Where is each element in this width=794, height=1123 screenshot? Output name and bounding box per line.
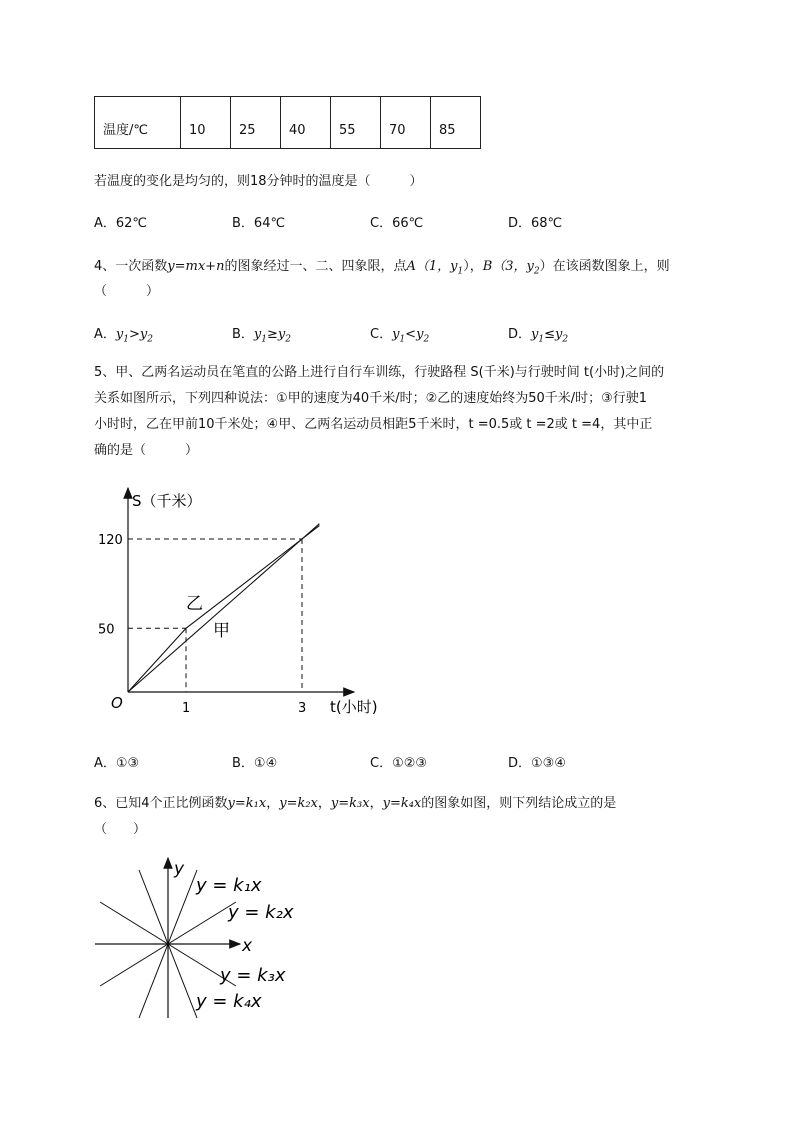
option-rhs-sub: 2 <box>423 334 430 345</box>
q4-point-b: B（3，y <box>482 259 534 274</box>
option-label: C． <box>370 327 393 342</box>
fig-label-k3: y = k₃x <box>220 965 286 986</box>
option-rhs-sub: 2 <box>562 334 569 345</box>
q3-option-a: A．62℃ <box>94 216 148 231</box>
option-relation: ≤ <box>544 327 556 342</box>
q4-option-a <box>94 323 153 345</box>
fig-y-label: y <box>174 859 185 879</box>
series-label-jia: 甲 <box>213 621 230 641</box>
option-lhs-sub: 1 <box>399 334 406 345</box>
q3-stem: 若温度的变化是均匀的，则18分钟时的温度是（ ） <box>94 174 423 189</box>
table-cell: 10 <box>181 97 231 149</box>
origin-label: O <box>111 694 123 712</box>
table-cell: 40 <box>281 97 331 149</box>
q6-func-2: y=k₂x <box>279 796 318 811</box>
q3-option-c: C．66℃ <box>370 216 424 231</box>
q3-option-b: B．64℃ <box>232 216 286 231</box>
q6-func-1: y=k₁x <box>227 796 267 811</box>
distance-time-chart <box>0 470 794 730</box>
proportional-functions-figure <box>0 850 794 1020</box>
table-header-cell: 温度/℃ <box>95 97 181 149</box>
q6-func-3: y=k₃x <box>330 796 370 811</box>
series-line-jia <box>128 524 319 692</box>
q5-option-a: A．①③ <box>94 756 140 771</box>
q6-paren: （ ） <box>94 822 147 837</box>
table-cell: 55 <box>331 97 381 149</box>
q5-option-b: B．①④ <box>232 756 278 771</box>
q6-func-4: y=k₄x <box>382 796 422 811</box>
q4-stem-pre: 4、一次函数 <box>94 259 168 274</box>
q6-stem <box>94 792 616 811</box>
option-lhs: y <box>115 327 124 342</box>
fig-label-k4: y = k₄x <box>196 991 262 1012</box>
q4-point-a-end: ）， <box>463 259 483 274</box>
option-label: B． <box>232 327 254 342</box>
q4-paren: （ ） <box>94 284 160 299</box>
option-relation: ≥ <box>267 327 278 342</box>
option-rhs-sub: 2 <box>285 334 292 345</box>
table-cell: 85 <box>431 97 481 149</box>
fig-label-k1: y = k₁x <box>196 875 262 896</box>
q4-stem <box>94 255 670 277</box>
option-lhs: y <box>253 327 262 342</box>
q4-point-a-sub: 1 <box>457 266 464 277</box>
q4-option-d <box>508 323 568 345</box>
table-row <box>95 97 481 149</box>
option-lhs-sub: 1 <box>538 334 545 345</box>
option-rhs: y <box>416 327 424 342</box>
y-axis-label: S（千米） <box>132 492 202 510</box>
q5-line-2: 关系如图所示，下列四种说法：①甲的速度为40千米/时；②乙的速度始终为50千米/时；③行驶1 <box>94 391 648 406</box>
option-rhs-sub: 2 <box>147 334 153 345</box>
q4-point-a: A（1，y <box>406 259 458 274</box>
q4-stem-mid: 的图象经过一、二、四象限，点 <box>224 259 407 274</box>
option-lhs: y <box>531 327 539 342</box>
option-relation: < <box>405 327 417 342</box>
q5-option-c: C．①②③ <box>370 756 428 771</box>
q6-sep: ， <box>369 796 383 811</box>
q4-function: y=mx+n <box>167 259 225 274</box>
fig-x-label: x <box>242 936 253 956</box>
q6-sep: ， <box>317 796 331 811</box>
q4-option-b <box>232 323 291 345</box>
option-lhs-sub: 1 <box>261 334 268 345</box>
x-tick-label: 3 <box>298 701 307 716</box>
q6-stem-pre: 6、已知4个正比例函数 <box>94 796 228 811</box>
q6-sep: ， <box>266 796 280 811</box>
option-label: D． <box>508 327 532 342</box>
y-tick-label: 120 <box>98 533 123 548</box>
q5-option-d: D．①③④ <box>508 756 566 771</box>
option-rhs: y <box>139 327 148 342</box>
y-tick-label: 50 <box>98 622 115 638</box>
x-tick-label: 1 <box>182 701 191 716</box>
series-label-yi: 乙 <box>186 594 203 614</box>
fig-label-k2: y = k₂x <box>228 902 294 923</box>
q3-option-d: D．68℃ <box>508 216 563 231</box>
q4-point-b-sub: 2 <box>533 266 540 277</box>
table-cell: 70 <box>381 97 431 149</box>
q4-point-b-end: ）在该函数图象上，则 <box>539 259 670 274</box>
table-cell: 25 <box>231 97 281 149</box>
q4-option-c <box>370 323 429 345</box>
option-relation: > <box>129 327 140 342</box>
option-label: A． <box>94 327 116 342</box>
q5-line-3: 小时时，乙在甲前10千米处；④甲、乙两名运动员相距5千米时，t =0.5或 t =2或 t =4，其中正 <box>94 417 653 432</box>
option-rhs: y <box>277 327 286 342</box>
q5-line-1: 5、甲、乙两名运动员在笔直的公路上进行自行车训练，行驶路程 S(千米)与行驶时间 t(小时)之间的 <box>94 365 665 380</box>
option-lhs-sub: 1 <box>123 334 129 345</box>
q6-stem-post: 的图象如图，则下列结论成立的是 <box>421 796 617 811</box>
temperature-table <box>94 96 481 149</box>
x-axis-label: t(小时) <box>330 698 378 716</box>
option-rhs: y <box>555 327 563 342</box>
option-lhs: y <box>392 327 400 342</box>
q5-line-4: 确的是（ ） <box>94 443 199 458</box>
q5-stem <box>94 360 724 464</box>
